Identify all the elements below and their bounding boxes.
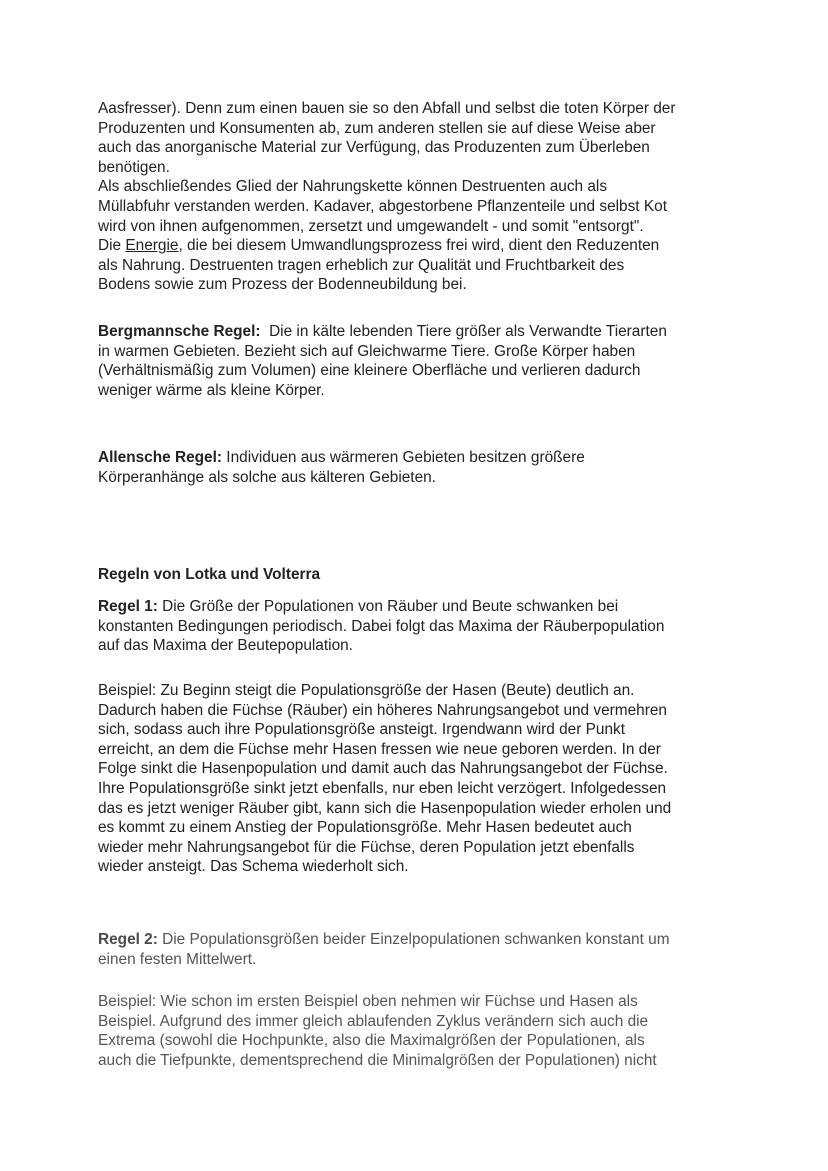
- text-line: sich, sodass auch ihre Populationsgröße ansteigt. Irgendwann wird der Punkt: [98, 721, 626, 739]
- text-line: weniger wärme als kleine Körper.: [98, 381, 325, 399]
- text-line: Beispiel. Aufgrund des immer gleich ablaufenden Zyklus verändern sich auch die: [98, 1012, 649, 1030]
- regel2-first-line: [98, 930, 738, 950]
- section-heading: Regeln von Lotka und Volterra: [98, 566, 321, 583]
- text-line: konstanten Bedingungen periodisch. Dabei folgt das Maxima der Räuberpopulation: [98, 617, 665, 635]
- text-line: Ihre Populationsgröße sinkt jetzt ebenfalls, nur eben leicht verzögert. Infolgedessen: [98, 779, 667, 797]
- text-line: Folge sinkt die Hasenpopulation und damit auch das Nahrungsangebot der Füchse.: [98, 760, 668, 778]
- text-line: Müllabfuhr verstanden werden. Kadaver, abgestorbene Pflanzenteile und selbst Kot: [98, 197, 667, 215]
- text-line: Aasfresser). Denn zum einen bauen sie so den Abfall und selbst die toten Körper der: [98, 100, 676, 117]
- text-line: auch die Tiefpunkte, dementsprechend die Minimalgrößen der Populationen) nicht: [98, 1051, 657, 1069]
- text-line: Produzenten und Konsumenten ab, zum anderen stellen sie auf diese Weise aber: [98, 119, 656, 137]
- allen-label: Allensche Regel:: [98, 449, 223, 466]
- text-line: Als abschließendes Glied der Nahrungskette können Destruenten auch als: [98, 178, 608, 196]
- text-line: Körperanhänge als solche aus kälteren Gebieten.: [98, 468, 436, 486]
- text-line: erreicht, an dem die Füchse mehr Hasen fressen wie neue geboren werden. In der: [98, 740, 661, 758]
- energie-line: [98, 236, 738, 256]
- text-line: wieder ansteigt. Das Schema wiederholt sich.: [98, 858, 409, 876]
- text-line: auch das anorganische Material zur Verfügung, das Produzenten zum Überleben: [98, 139, 650, 157]
- text-line: Beispiel: Zu Beginn steigt die Populationsgröße der Hasen (Beute) deutlich an.: [98, 682, 635, 699]
- beispiel1-paragraph: [98, 681, 738, 877]
- regel2-first-text: Die Populationsgrößen beider Einzelpopulationen schwanken konstant um: [157, 931, 670, 948]
- regel1-label: Regel 1:: [98, 598, 158, 615]
- regel1-paragraph: [98, 597, 738, 656]
- destruenten-paragraph: [98, 99, 738, 295]
- allen-paragraph: [98, 448, 738, 487]
- allen-first-text: Individuen aus wärmeren Gebieten besitzen größere: [222, 449, 585, 466]
- bergmann-first-text: Die in kälte lebenden Tiere größer als Verwandte Tierarten: [260, 323, 667, 340]
- text-line: (Verhältnismäßig zum Volumen) eine kleinere Oberfläche und verlieren dadurch: [98, 362, 641, 380]
- bergmann-label: Bergmannsche Regel:: [98, 323, 261, 340]
- text-line: benötigen.: [98, 158, 170, 176]
- regel2-paragraph: [98, 930, 738, 969]
- energie-line-suffix: , die bei diesem Umwandlungsprozess frei wird, dient den Reduzenten: [178, 237, 660, 255]
- bergmann-paragraph: [98, 322, 738, 400]
- text-line: einen festen Mittelwert.: [98, 950, 257, 968]
- text-line: Extrema (sowohl die Hochpunkte, also die Maximalgrößen der Populationen, als: [98, 1032, 645, 1050]
- beispiel2-paragraph: [98, 992, 738, 1070]
- energie-line-prefix: Die: [98, 237, 126, 255]
- regel1-first-text: Die Größe der Populationen von Räuber und Beute schwanken bei: [157, 598, 619, 615]
- energie-link[interactable]: Energie: [125, 237, 179, 255]
- text-line: als Nahrung. Destruenten tragen erheblich zur Qualität und Fruchtbarkeit des: [98, 256, 625, 274]
- text-line: auf das Maxima der Beutepopulation.: [98, 637, 353, 655]
- allen-first-line: [98, 448, 738, 468]
- text-line: Bodens sowie zum Prozess der Bodenneubildung bei.: [98, 276, 467, 294]
- text-line: wird von ihnen aufgenommen, zersetzt und umgewandelt - und somit "entsorgt".: [98, 217, 644, 235]
- text-line: Beispiel: Wie schon im ersten Beispiel oben nehmen wir Füchse und Hasen als: [98, 993, 638, 1010]
- text-line: Dadurch haben die Füchse (Räuber) ein höheres Nahrungsangebot und vermehren: [98, 701, 667, 719]
- regel2-label: Regel 2:: [98, 931, 158, 948]
- bergmann-first-line: [98, 322, 738, 342]
- text-line: es kommt zu einem Anstieg der Populationsgröße. Mehr Hasen bedeutet auch: [98, 819, 632, 837]
- lotka-heading-block: [98, 565, 738, 585]
- text-line: das es jetzt weniger Räuber gibt, kann sich die Hasenpopulation wieder erholen und: [98, 799, 672, 817]
- text-line: in warmen Gebieten. Bezieht sich auf Gleichwarme Tiere. Große Körper haben: [98, 342, 636, 360]
- text-line: wieder mehr Nahrungsangebot für die Füchse, deren Population jetzt ebenfalls: [98, 838, 635, 856]
- regel1-first-line: [98, 597, 738, 617]
